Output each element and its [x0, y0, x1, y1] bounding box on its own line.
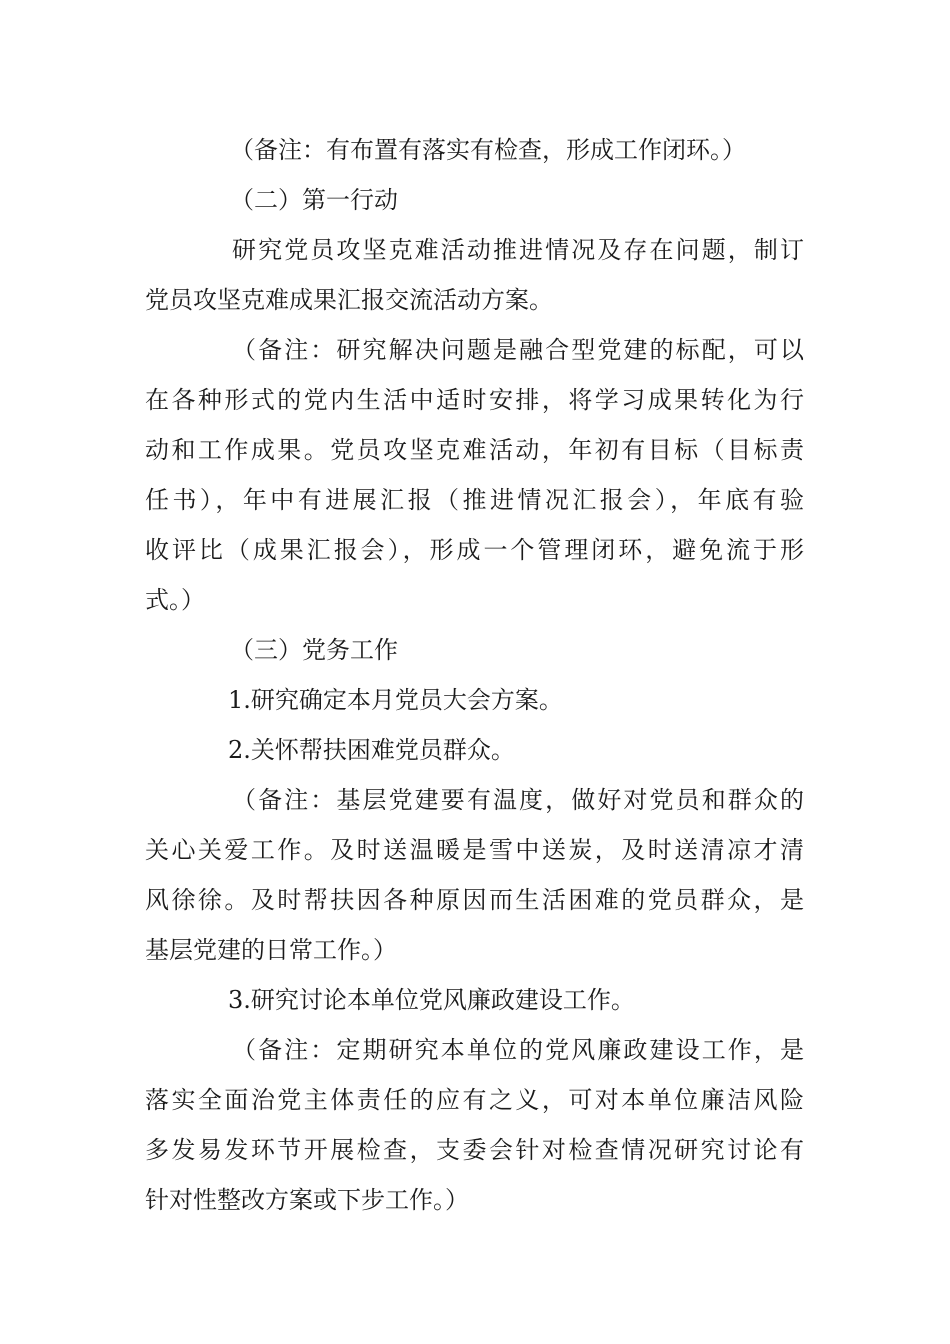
- remark-line: 任书），年中有进展汇报（推进情况汇报会），年底有验: [145, 486, 804, 514]
- remark-line: （备注：研究解决问题是融合型党建的标配，可以: [232, 336, 804, 364]
- list-item: 3.研究讨论本单位党风廉政建设工作。: [228, 986, 635, 1014]
- remark-line: 收评比（成果汇报会），形成一个管理闭环，避免流于形: [145, 536, 804, 564]
- remark-line: 动和工作成果。党员攻坚克难活动，年初有目标（目标责: [145, 436, 804, 464]
- section-heading-party-affairs: （三）党务工作: [230, 636, 398, 664]
- remark-line: 式。）: [145, 586, 205, 614]
- paragraph-line: 研究党员攻坚克难活动推进情况及存在问题，制订: [232, 236, 804, 264]
- remark-line: 针对性整改方案或下步工作。）: [145, 1186, 469, 1214]
- remark-closed-loop: （备注：有布置有落实有检查，形成工作闭环。）: [230, 136, 746, 164]
- list-item: 1.研究确定本月党员大会方案。: [228, 686, 563, 714]
- remark-line: （备注：定期研究本单位的党风廉政建设工作，是: [232, 1036, 804, 1064]
- list-item: 2.关怀帮扶困难党员群众。: [228, 736, 515, 764]
- remark-line: 在各种形式的党内生活中适时安排，将学习成果转化为行: [145, 386, 804, 414]
- section-heading-first-action: （二）第一行动: [230, 186, 398, 214]
- remark-line: 基层党建的日常工作。）: [145, 936, 397, 964]
- remark-line: 关心关爱工作。及时送温暖是雪中送炭，及时送清凉才清: [145, 836, 804, 864]
- remark-line: （备注：基层党建要有温度，做好对党员和群众的: [232, 786, 804, 814]
- remark-line: 多发易发环节开展检查，支委会针对检查情况研究讨论有: [145, 1136, 804, 1164]
- remark-line: 落实全面治党主体责任的应有之义，可对本单位廉洁风险: [145, 1086, 804, 1114]
- remark-line: 风徐徐。及时帮扶因各种原因而生活困难的党员群众，是: [145, 886, 804, 914]
- paragraph-line: 党员攻坚克难成果汇报交流活动方案。: [145, 286, 553, 314]
